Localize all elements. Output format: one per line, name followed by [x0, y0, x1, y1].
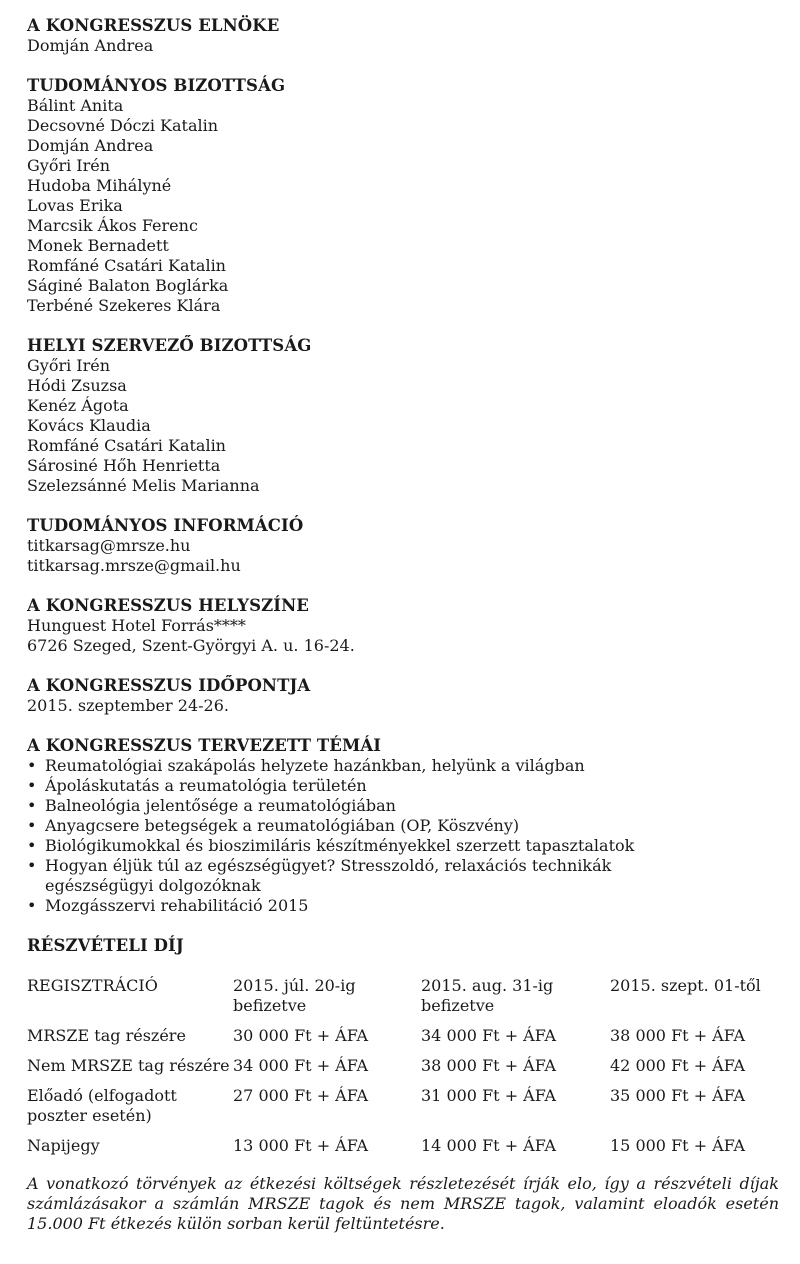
committee-member: Győri Irén [27, 156, 111, 175]
table-cell: 27 000 Ft + ÁFA [233, 1086, 368, 1105]
date-section [27, 676, 779, 716]
venue-title: A KONGRESSZUS HELYSZÍNE [27, 596, 309, 615]
local-committee-section [27, 336, 779, 496]
table-row [27, 1026, 779, 1056]
scientific-info-title: TUDOMÁNYOS INFORMÁCIÓ [27, 516, 304, 535]
date-title: A KONGRESSZUS IDŐPONTJA [27, 676, 311, 695]
table-cell: 35 000 Ft + ÁFA [610, 1086, 745, 1105]
committee-member: Hudoba Mihályné [27, 176, 172, 195]
fees-title: RÉSZVÉTELI DÍJ [27, 936, 184, 955]
committee-member: Romfáné Csatári Katalin [27, 436, 226, 455]
table-cell: Napijegy [27, 1136, 100, 1155]
document-page [27, 16, 779, 1234]
topic-text: Ápoláskutatás a reumatológia területén [45, 776, 367, 795]
committee-member: Ságiné Balaton Boglárka [27, 276, 229, 295]
committee-member: Bálint Anita [27, 96, 124, 115]
congress-date: 2015. szeptember 24-26. [27, 696, 229, 715]
committee-member: Lovas Erika [27, 196, 123, 215]
list-item [27, 796, 779, 816]
fees-section [27, 936, 779, 956]
table-cell: MRSZE tag részére [27, 1026, 186, 1045]
committee-member: Szelezsánné Melis Marianna [27, 476, 260, 495]
bullet-icon: • [27, 816, 37, 835]
topic-text: Balneológia jelentősége a reumatológiában [45, 796, 396, 815]
scientific-info-section [27, 516, 779, 576]
committee-member: Decsovné Dóczi Katalin [27, 116, 219, 135]
table-cell: 34 000 Ft + ÁFA [421, 1026, 556, 1045]
table-cell: Előadó (elfogadott poszter esetén) [27, 1086, 177, 1125]
scientific-committee-section [27, 76, 779, 316]
list-item [27, 856, 705, 896]
fees-note: A vonatkozó törvények az étkezési költségek részletezését írják elo, így a részvételi díjak számlázásakor a számlán MRSZE tagok és nem MRSZE tagok, valamint eloadók esetén 15.000 Ft étkezés külön sorban kerül feltüntetésre. [27, 1174, 779, 1233]
committee-member: Terbéné Szekeres Klára [27, 296, 221, 315]
table-header-cell: 2015. aug. 31-ig befizetve [421, 976, 554, 1015]
committee-member: Hódi Zsuzsa [27, 376, 127, 395]
table-cell: 30 000 Ft + ÁFA [233, 1026, 368, 1045]
fees-table [27, 976, 779, 1166]
contact-email[interactable]: titkarsag@mrsze.hu [27, 536, 191, 555]
committee-member: Domján Andrea [27, 136, 154, 155]
table-cell: 34 000 Ft + ÁFA [233, 1056, 368, 1075]
table-row [27, 1056, 779, 1086]
list-item [27, 836, 779, 856]
scientific-committee-title: TUDOMÁNYOS BIZOTTSÁG [27, 76, 286, 95]
venue-address: 6726 Szeged, Szent-Györgyi A. u. 16-24. [27, 636, 355, 655]
topic-text: Hogyan éljük túl az egészségügyet? Stresszoldó, relaxációs technikák egészségügyi dolgozóknak [45, 856, 612, 895]
topic-text: Reumatológiai szakápolás helyzete hazánkban, helyünk a világban [45, 756, 585, 775]
contact-email[interactable]: titkarsag.mrsze@gmail.hu [27, 556, 241, 575]
local-committee-title: HELYI SZERVEZŐ BIZOTTSÁG [27, 336, 312, 355]
committee-member: Győri Irén [27, 356, 111, 375]
table-cell: 42 000 Ft + ÁFA [610, 1056, 745, 1075]
table-row [27, 1136, 779, 1166]
bullet-icon: • [27, 836, 37, 855]
president-title: A KONGRESSZUS ELNÖKE [27, 16, 280, 35]
table-cell: 31 000 Ft + ÁFA [421, 1086, 556, 1105]
table-header-cell: REGISZTRÁCIÓ [27, 976, 158, 995]
topic-text: Anyagcsere betegségek a reumatológiában (OP, Köszvény) [45, 816, 520, 835]
table-header-cell: 2015. szept. 01-től [610, 976, 761, 995]
president-name: Domján Andrea [27, 36, 154, 55]
table-cell: Nem MRSZE tag részére [27, 1056, 230, 1075]
bullet-icon: • [27, 856, 37, 875]
venue-section [27, 596, 779, 656]
bullet-icon: • [27, 756, 37, 775]
topic-text: Biológikumokkal és bioszimiláris készítményekkel szerzett tapasztalatok [45, 836, 635, 855]
committee-member: Marcsik Ákos Ferenc [27, 216, 198, 235]
table-cell: 38 000 Ft + ÁFA [421, 1056, 556, 1075]
committee-member: Sárosiné Hőh Henrietta [27, 456, 221, 475]
list-item [27, 756, 779, 776]
president-section [27, 16, 779, 56]
topic-text: Mozgásszervi rehabilitáció 2015 [45, 896, 309, 915]
topics-section [27, 736, 779, 916]
committee-member: Kenéz Ágota [27, 396, 129, 415]
list-item [27, 776, 779, 796]
bullet-icon: • [27, 776, 37, 795]
committee-member: Romfáné Csatári Katalin [27, 256, 226, 275]
topics-title: A KONGRESSZUS TERVEZETT TÉMÁI [27, 736, 382, 755]
table-row [27, 1086, 779, 1136]
table-header-cell: 2015. júl. 20-ig befizetve [233, 976, 356, 1015]
list-item [27, 896, 779, 916]
topics-list [27, 756, 779, 916]
table-cell: 13 000 Ft + ÁFA [233, 1136, 368, 1155]
committee-member: Monek Bernadett [27, 236, 169, 255]
table-cell: 15 000 Ft + ÁFA [610, 1136, 745, 1155]
table-cell: 14 000 Ft + ÁFA [421, 1136, 556, 1155]
venue-name: Hunguest Hotel Forrás**** [27, 616, 246, 635]
committee-member: Kovács Klaudia [27, 416, 151, 435]
table-header-row [27, 976, 779, 1026]
list-item [27, 816, 779, 836]
table-cell: 38 000 Ft + ÁFA [610, 1026, 745, 1045]
bullet-icon: • [27, 796, 37, 815]
bullet-icon: • [27, 896, 37, 915]
